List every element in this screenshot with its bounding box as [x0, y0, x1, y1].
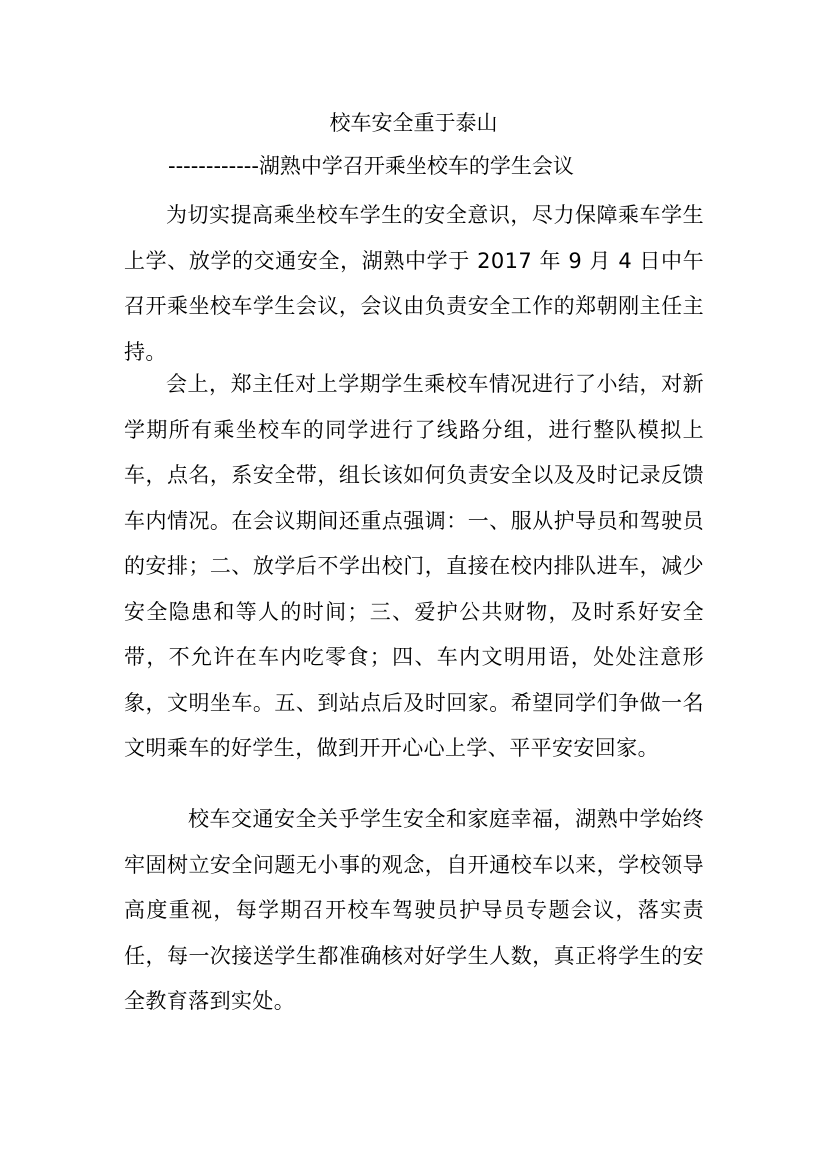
paragraph-2: 会上，郑主任对上学期学生乘校车情况进行了小结，对新学期所有乘坐校车的同学进行了线路分组，进行整队模拟上车，点名，系安全带，组长该如何负责安全以及及时记录反馈车内情况。在会议期间还重点强调：一、服从护导员和驾驶员的安排；二、放学后不学出校门，直接在校内排队进车，减少安全隐患和等人的时间；三、爱护公共财物，及时系好安全带，不允许在车内吃零食；四、车内文明用语，处处注意形象，文明坐车。五、到站点后及时回家。希望同学们争做一名文明乘车的好学生，做到开开心心上学、平平安安回家。: [124, 372, 704, 760]
document-title: 校车安全重于泰山: [329, 111, 498, 135]
document-subtitle: ------------湖熟中学召开乘坐校车的学生会议: [168, 154, 574, 178]
paragraph-1: 为切实提高乘坐校车学生的安全意识，尽力保障乘车学生上学、放学的交通安全，湖熟中学于 2017 年 9 月 4 日中午召开乘坐校车学生会议，会议由负责安全工作的郑朝刚主任主持。: [124, 203, 704, 364]
paragraph-3: 校车交通安全关乎学生安全和家庭幸福，湖熟中学始终牢固树立安全问题无小事的观念，自开通校车以来，学校领导高度重视，每学期召开校车驾驶员护导员专题会议，落实责任，每一次接送学生都准确核对好学生人数，真正将学生的安全教育落到实处。: [124, 807, 704, 1013]
